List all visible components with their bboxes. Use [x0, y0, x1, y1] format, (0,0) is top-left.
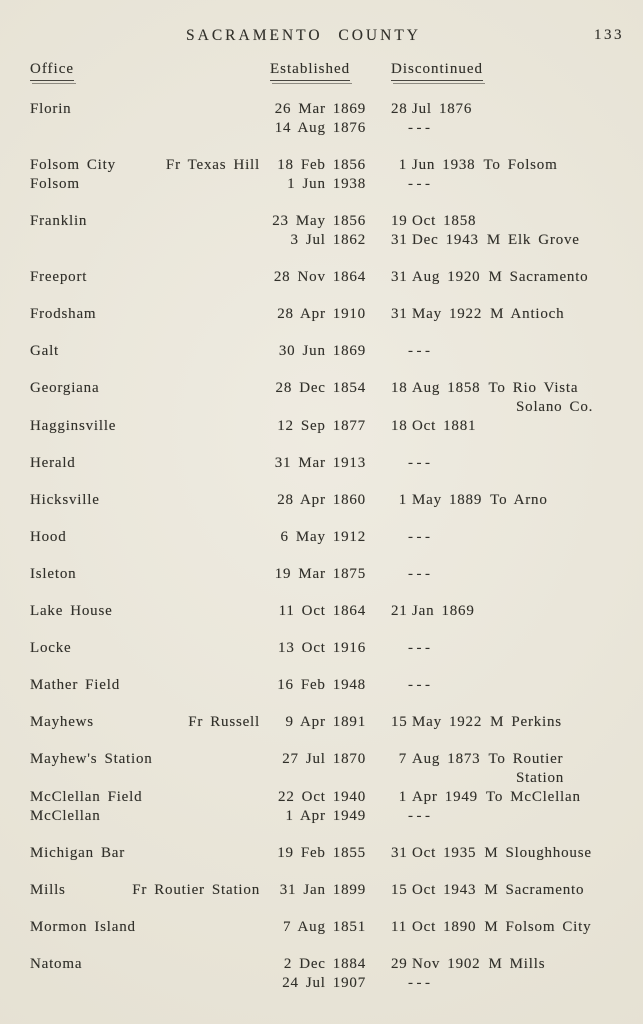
no-discontinue-dash: ---	[408, 566, 434, 582]
established-date: 12 Sep 1877	[277, 418, 366, 434]
no-discontinue-dash: ---	[408, 455, 434, 471]
established-date: 23 May 1856	[272, 213, 366, 229]
established-date: 13 Oct 1916	[278, 640, 366, 656]
no-discontinue-dash: ---	[408, 640, 434, 656]
established-date: 26 Mar 1869	[274, 101, 366, 117]
office-entry	[0, 566, 643, 585]
established-date: 19 Mar 1875	[274, 566, 366, 582]
office-name: Locke	[30, 640, 72, 656]
office-name: McClellan	[30, 808, 101, 824]
established-date: 31 Mar 1913	[274, 455, 366, 471]
established-date: 14 Aug 1876	[274, 120, 366, 136]
entry-line	[0, 566, 643, 585]
discontinued-date: May 1889	[412, 492, 483, 508]
discontinued-cell	[391, 455, 434, 472]
office-entry	[0, 677, 643, 696]
entry-line	[0, 603, 643, 622]
discontinued-cell	[391, 120, 434, 137]
office-entry	[0, 919, 643, 938]
entry-line	[0, 640, 643, 659]
discontinued-date: May 1922	[412, 306, 483, 322]
established-date: 27 Jul 1870	[282, 751, 366, 767]
office-name: McClellan Field	[30, 789, 143, 805]
entry-line	[0, 956, 643, 975]
disposition-note: To McClellan	[485, 789, 581, 805]
entry-line	[0, 845, 643, 864]
discontinued-cell	[391, 789, 581, 806]
disposition-note: Station	[516, 770, 565, 786]
discontinued-date: Oct 1890	[412, 919, 477, 935]
discontinued-cell	[391, 956, 545, 973]
established-date: 31 Jan 1899	[279, 882, 366, 898]
office-name: Galt	[30, 343, 60, 359]
no-discontinue-dash: ---	[408, 975, 434, 991]
entry-line	[0, 418, 643, 437]
office-name: Florin	[30, 101, 72, 117]
entry-line	[0, 751, 643, 770]
office-name: Michigan Bar	[30, 845, 125, 861]
discontinued-day: 18	[391, 418, 408, 434]
disposition-note: Solano Co.	[516, 399, 594, 415]
no-discontinue-dash: ---	[408, 120, 434, 136]
discontinued-date: Jul 1876	[412, 101, 473, 117]
discontinued-cell	[391, 919, 591, 936]
office-entry	[0, 101, 643, 139]
office-name: Mayhew's Station	[30, 751, 153, 767]
column-header-office: Office	[30, 61, 74, 81]
office-entry	[0, 492, 643, 511]
office-name: Folsom	[30, 176, 80, 192]
office-entry	[0, 956, 643, 994]
discontinued-cell	[391, 157, 558, 174]
no-discontinue-dash: ---	[408, 343, 434, 359]
disposition-note: M Antioch	[490, 306, 565, 322]
discontinued-cell	[391, 714, 562, 731]
disposition-note: M Folsom City	[484, 919, 592, 935]
discontinued-date: Oct 1881	[412, 418, 477, 434]
office-entry	[0, 603, 643, 622]
discontinued-cell	[391, 640, 434, 657]
entry-line	[0, 808, 643, 827]
office-entry	[0, 306, 643, 325]
discontinued-cell	[391, 603, 475, 620]
discontinued-date: Jan 1869	[412, 603, 475, 619]
entry-line	[0, 343, 643, 362]
disposition-note: M Mills	[488, 956, 546, 972]
entry-line	[0, 882, 643, 901]
discontinued-cell	[391, 677, 434, 694]
discontinued-day: 21	[391, 603, 408, 619]
no-discontinue-dash: ---	[408, 677, 434, 693]
entry-line	[0, 213, 643, 232]
discontinued-day: 11	[391, 919, 408, 935]
office-name: Mayhews	[30, 714, 94, 730]
discontinued-day: 19	[391, 213, 408, 229]
discontinued-day: 31	[391, 845, 408, 861]
entry-line	[0, 770, 643, 789]
entry-line	[0, 101, 643, 120]
discontinued-date: Nov 1902	[412, 956, 481, 972]
no-discontinue-dash: ---	[408, 176, 434, 192]
discontinued-cell	[391, 751, 563, 768]
discontinued-day: 28	[391, 101, 408, 117]
office-name: Hicksville	[30, 492, 100, 508]
entry-line	[0, 677, 643, 696]
office-name: Franklin	[30, 213, 88, 229]
discontinued-day: 31	[391, 232, 408, 248]
discontinued-date: Apr 1949	[412, 789, 478, 805]
office-name: Folsom City	[30, 157, 116, 173]
established-date: 2 Dec 1884	[283, 956, 366, 972]
established-date: 1 Jun 1938	[287, 176, 366, 192]
established-date: 11 Oct 1864	[278, 603, 366, 619]
entry-line	[0, 120, 643, 139]
office-entry	[0, 789, 643, 827]
established-date: 30 Jun 1869	[278, 343, 366, 359]
discontinued-cell	[391, 975, 434, 992]
entry-line	[0, 492, 643, 511]
origin-note: Fr Routier Station	[132, 882, 260, 898]
discontinued-cell	[391, 399, 593, 416]
established-date: 1 Apr 1949	[285, 808, 366, 824]
office-table	[0, 101, 643, 1012]
office-name: Mather Field	[30, 677, 121, 693]
entry-line	[0, 399, 643, 418]
disposition-note: M Elk Grove	[486, 232, 580, 248]
discontinued-day: 15	[391, 882, 408, 898]
discontinued-date: Oct 1943	[412, 882, 477, 898]
column-header-row	[0, 61, 643, 83]
office-entry	[0, 157, 643, 195]
office-name: Frodsham	[30, 306, 97, 322]
discontinued-cell	[391, 380, 578, 397]
no-discontinue-dash: ---	[408, 808, 434, 824]
entry-line	[0, 232, 643, 251]
entry-line	[0, 529, 643, 548]
column-header-discontinued: Discontinued	[391, 61, 483, 81]
established-date: 18 Feb 1856	[277, 157, 366, 173]
discontinued-date: Aug 1873	[412, 751, 481, 767]
discontinued-cell	[391, 269, 588, 286]
discontinued-cell	[391, 529, 434, 546]
discontinued-cell	[391, 176, 434, 193]
disposition-note: To Arno	[490, 492, 548, 508]
discontinued-cell	[391, 492, 548, 509]
discontinued-cell	[391, 232, 580, 249]
discontinued-day: 18	[391, 380, 408, 396]
discontinued-day: 31	[391, 269, 408, 285]
discontinued-cell	[391, 213, 476, 230]
discontinued-cell	[391, 770, 564, 787]
office-entry	[0, 845, 643, 864]
established-date: 6 May 1912	[280, 529, 366, 545]
established-date: 3 Jul 1862	[290, 232, 366, 248]
office-entry	[0, 380, 643, 418]
discontinued-date: Oct 1858	[412, 213, 477, 229]
discontinued-date: Dec 1943	[412, 232, 479, 248]
established-date: 7 Aug 1851	[282, 919, 366, 935]
office-entry	[0, 269, 643, 288]
discontinued-cell	[391, 343, 434, 360]
office-name: Freeport	[30, 269, 88, 285]
entry-line	[0, 176, 643, 195]
discontinued-day: 31	[391, 306, 408, 322]
office-entry	[0, 343, 643, 362]
entry-line	[0, 306, 643, 325]
office-entry	[0, 751, 643, 789]
page-title: SACRAMENTO COUNTY	[186, 27, 421, 44]
established-date: 28 Dec 1854	[275, 380, 366, 396]
origin-note: Fr Russell	[188, 714, 260, 730]
entry-line	[0, 975, 643, 994]
entry-line	[0, 714, 643, 733]
discontinued-date: May 1922	[412, 714, 483, 730]
discontinued-day: 1	[398, 789, 407, 805]
discontinued-cell	[391, 101, 472, 118]
office-name: Mills	[30, 882, 66, 898]
office-name: Natoma	[30, 956, 83, 972]
office-entry	[0, 882, 643, 901]
discontinued-date: Jun 1938	[412, 157, 476, 173]
entry-line	[0, 919, 643, 938]
origin-note: Fr Texas Hill	[165, 157, 260, 173]
office-entry	[0, 640, 643, 659]
office-entry	[0, 714, 643, 733]
page-number: 133	[594, 27, 624, 43]
office-entry	[0, 213, 643, 251]
disposition-note: M Perkins	[490, 714, 562, 730]
column-header-established: Established	[270, 61, 350, 81]
discontinued-cell	[391, 566, 434, 583]
established-date: 24 Jul 1907	[282, 975, 366, 991]
established-date: 28 Apr 1910	[277, 306, 366, 322]
discontinued-day: 29	[391, 956, 408, 972]
office-name: Hagginsville	[30, 418, 117, 434]
discontinued-date: Oct 1935	[412, 845, 477, 861]
discontinued-cell	[391, 418, 476, 435]
discontinued-date: Aug 1920	[412, 269, 481, 285]
disposition-note: M Sloughhouse	[484, 845, 592, 861]
discontinued-cell	[391, 306, 564, 323]
no-discontinue-dash: ---	[408, 529, 434, 545]
disposition-note: M Sacramento	[484, 882, 585, 898]
established-date: 28 Apr 1860	[277, 492, 366, 508]
discontinued-day: 1	[398, 157, 407, 173]
office-name: Isleton	[30, 566, 77, 582]
established-date: 22 Oct 1940	[278, 789, 366, 805]
office-name: Lake House	[30, 603, 113, 619]
office-name: Georgiana	[30, 380, 100, 396]
discontinued-cell	[391, 808, 434, 825]
established-date: 16 Feb 1948	[277, 677, 366, 693]
entry-line	[0, 380, 643, 399]
entry-line	[0, 789, 643, 808]
established-date: 28 Nov 1864	[273, 269, 366, 285]
disposition-note: To Folsom	[483, 157, 558, 173]
office-name: Herald	[30, 455, 76, 471]
office-entry	[0, 455, 643, 474]
office-entry	[0, 529, 643, 548]
discontinued-day: 7	[398, 751, 407, 767]
entry-line	[0, 157, 643, 176]
office-entry	[0, 418, 643, 437]
disposition-note: To Rio Vista	[488, 380, 579, 396]
entry-line	[0, 455, 643, 474]
discontinued-cell	[391, 882, 584, 899]
entry-line	[0, 269, 643, 288]
discontinued-day: 1	[398, 492, 407, 508]
established-date: 9 Apr 1891	[285, 714, 366, 730]
discontinued-cell	[391, 845, 592, 862]
disposition-note: To Routier	[488, 751, 564, 767]
discontinued-date: Aug 1858	[412, 380, 481, 396]
established-date: 19 Feb 1855	[277, 845, 366, 861]
office-name: Mormon Island	[30, 919, 136, 935]
discontinued-day: 15	[391, 714, 408, 730]
office-name: Hood	[30, 529, 67, 545]
disposition-note: M Sacramento	[488, 269, 589, 285]
